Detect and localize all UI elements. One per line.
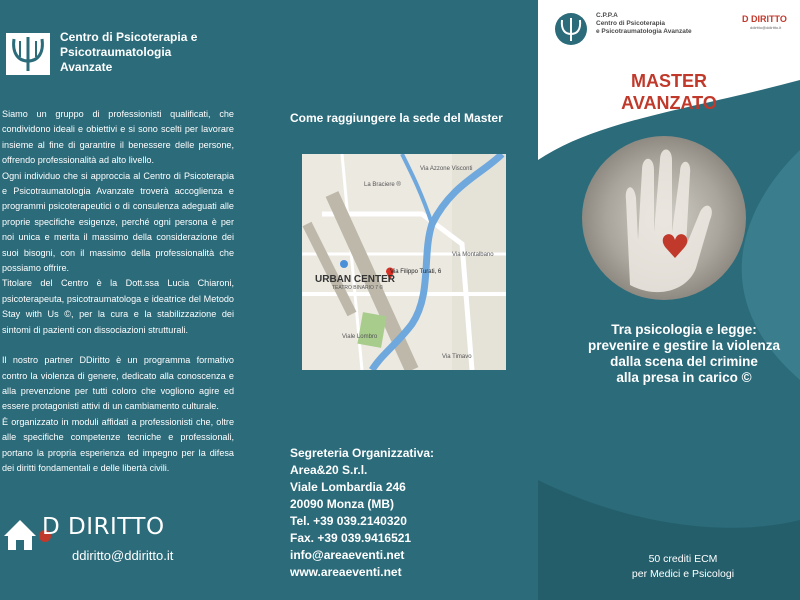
- map-urban-center: URBAN CENTER: [315, 274, 395, 285]
- paragraph: È organizzato in moduli affidati a professionisti che, oltre alle specifiche competenze tecniche e professionali, portano la propria esperienza ed impegno per la difesa dei diritti fondamentali e delle libertà civili.: [2, 416, 234, 473]
- subtitle-line: alla presa in carico ©: [616, 370, 752, 385]
- cppa-line: e Psicotraumatologia Avanzate: [596, 28, 692, 35]
- paragraph: Titolare del Centro è la Dott.ssa Lucia Chiaroni, psicoterapeuta, psicotraumatologa e ideatrice del Metodo Stay with Us ©, per la cura e la stabilizzazione dei sintomi di pazienti con dissociazioni strutturali.: [2, 278, 234, 335]
- psi-logo-icon: [6, 33, 50, 75]
- paragraph: Ogni individuo che si approccia al Centro di Psicoterapia e Psicotraumatologia Avanzate troverà accoglienza e programmi psicoterapeutici o di consulenza adeguati alle proprie specifiche esigenze, perché ogni persona è per noi unica e merita il massimo della considerazione dei suoi bisogni, con il massimo della professionalità che possiamo offrire.: [2, 170, 234, 274]
- website-link[interactable]: www.areaeventi.net: [290, 565, 402, 579]
- ddiritto-email[interactable]: ddiritto@ddiritto.it: [72, 548, 174, 563]
- secretariat-title: Segreteria Organizzativa:: [290, 446, 435, 460]
- map-street-label: Via Azzone Visconti: [420, 166, 473, 172]
- cppa-name: [596, 12, 692, 36]
- credits-line: per Medici e Psicologi: [631, 568, 735, 580]
- paragraph: Il nostro partner DDiritto è un programma formativo contro la violenza di genere, dedicato alla conoscenza e alla prevenzione per tutti coloro che vogliono agire ed essere protagonisti attivi di un cambiamento culturale.: [2, 355, 234, 412]
- center-name-line: Centro di Psicoterapia e: [60, 30, 198, 44]
- center-name: [60, 30, 265, 75]
- company-name: Area&20 S.r.l.: [290, 463, 368, 477]
- ddiritto-logo-text: D DIRITTO: [42, 514, 165, 540]
- center-name-line: Psicotraumatologia: [60, 45, 172, 59]
- subtitle-line: prevenire e gestire la violenza: [587, 338, 781, 353]
- cover-title-line: MASTER: [631, 71, 707, 91]
- map-teatro: TEATRO BINARIO 7 ©: [332, 285, 384, 291]
- subtitle-line: dalla scena del crimine: [610, 354, 758, 369]
- map-drawing: [302, 154, 506, 370]
- map-street-label: Via Montalbano: [452, 252, 494, 258]
- cover-title: [538, 70, 800, 114]
- map-street-label: Viale Lombro: [342, 334, 378, 340]
- email-link[interactable]: info@areaeventi.net: [290, 548, 405, 562]
- paragraph: Siamo un gruppo di professionisti qualificati, che condividono ideali e obiettivi e si sono scelti per lavorare insieme al fine di garantire il benessere delle persone, offrendo professionalità ad alto livello.: [2, 109, 234, 166]
- cppa-logo-icon: [554, 12, 588, 46]
- ddiritto-small-logo: D DIRITTO: [742, 14, 787, 24]
- cover-subtitle: [568, 322, 800, 386]
- description-text: [2, 107, 234, 476]
- map-street-label: La Braciere ®: [364, 182, 401, 188]
- center-name-line: Avanzate: [60, 60, 113, 74]
- ecm-credits: [598, 552, 768, 582]
- ddiritto-small-email: ddiritto@ddiritto.it: [750, 25, 782, 30]
- left-panel: [0, 0, 270, 600]
- cover-panel: [538, 0, 800, 600]
- map-street-label: Via Timavo: [442, 354, 472, 360]
- phone-line[interactable]: Tel. +39 039.2140320: [290, 514, 407, 528]
- location-map[interactable]: [302, 154, 506, 370]
- city-line: 20090 Monza (MB): [290, 497, 395, 511]
- cppa-line: Centro di Psicoterapia: [596, 20, 665, 27]
- cppa-line: C.P.P.A: [596, 12, 618, 19]
- subtitle-line: Tra psicologia e legge:: [611, 322, 757, 337]
- how-to-reach-heading: Come raggiungere la sede del Master: [290, 111, 503, 125]
- map-address: Via Filippo Turati, 6: [390, 269, 442, 275]
- middle-panel: [270, 0, 538, 600]
- credits-line: 50 crediti ECM: [648, 553, 718, 565]
- address-line: Viale Lombardia 246: [290, 480, 406, 494]
- secretariat-block: [290, 445, 530, 581]
- cover-title-line: AVANZATO: [621, 93, 717, 113]
- fax-line: Fax. +39 039.9416521: [290, 531, 412, 545]
